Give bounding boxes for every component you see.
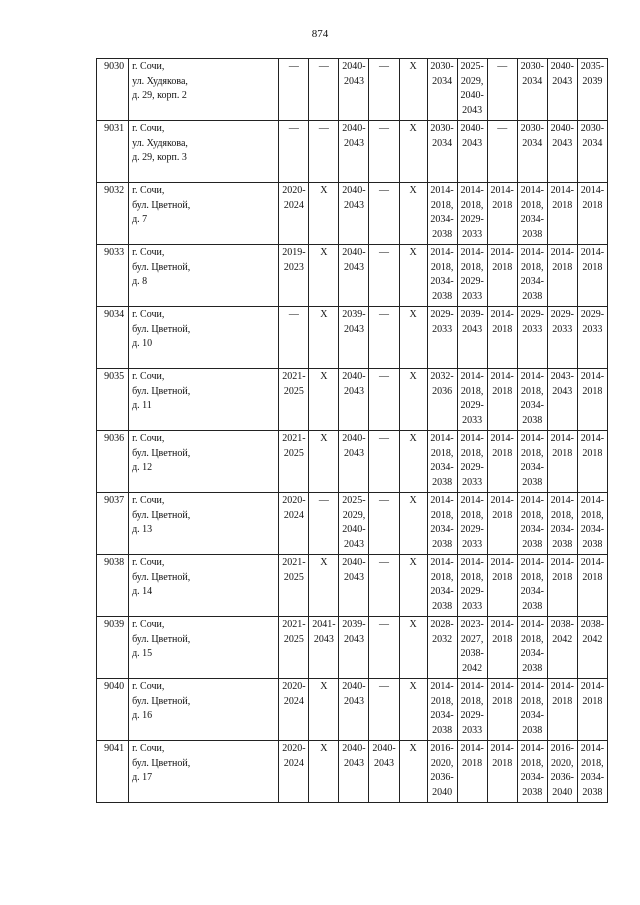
row-number: 9039: [97, 617, 129, 679]
period-cell: 2014- 2018: [487, 679, 517, 741]
period-cell: 2014- 2018, 2029- 2033: [457, 183, 487, 245]
period-cell: 2040- 2043: [339, 431, 369, 493]
period-cell: 2014- 2018: [487, 741, 517, 803]
period-cell: 2014- 2018, 2034- 2038: [427, 555, 457, 617]
period-cell: 2038- 2042: [577, 617, 607, 679]
table-row: [97, 741, 608, 803]
period-cell: —: [369, 679, 399, 741]
period-cell: X: [399, 679, 427, 741]
period-cell: 2040- 2043: [339, 741, 369, 803]
address-cell: г. Сочи, бул. Цветной, д. 10: [129, 307, 279, 369]
period-cell: 2016- 2020, 2036- 2040: [547, 741, 577, 803]
period-cell: —: [487, 59, 517, 121]
period-cell: 2014- 2018, 2029- 2033: [457, 245, 487, 307]
period-cell: 2014- 2018, 2034- 2038: [427, 493, 457, 555]
period-cell: 2029- 2033: [517, 307, 547, 369]
period-cell: 2014- 2018: [547, 555, 577, 617]
period-cell: 2040- 2043: [457, 121, 487, 183]
period-cell: 2020- 2024: [279, 493, 309, 555]
period-cell: 2014- 2018: [487, 183, 517, 245]
period-cell: X: [309, 245, 339, 307]
period-cell: 2014- 2018, 2029- 2033: [457, 369, 487, 431]
period-cell: —: [369, 431, 399, 493]
row-number: 9036: [97, 431, 129, 493]
period-cell: 2014- 2018: [577, 369, 607, 431]
period-cell: X: [399, 555, 427, 617]
row-number: 9033: [97, 245, 129, 307]
period-cell: X: [399, 369, 427, 431]
period-cell: 2020- 2024: [279, 679, 309, 741]
period-cell: —: [279, 307, 309, 369]
period-cell: 2040- 2043: [339, 183, 369, 245]
period-cell: 2014- 2018, 2029- 2033: [457, 431, 487, 493]
table-row: [97, 555, 608, 617]
period-cell: 2023- 2027, 2038- 2042: [457, 617, 487, 679]
row-number: 9041: [97, 741, 129, 803]
period-cell: 2014- 2018, 2034- 2038: [517, 741, 547, 803]
row-number: 9032: [97, 183, 129, 245]
period-cell: 2014- 2018: [577, 183, 607, 245]
period-cell: —: [369, 617, 399, 679]
period-cell: —: [279, 59, 309, 121]
period-cell: 2040- 2043: [547, 59, 577, 121]
period-cell: 2020- 2024: [279, 741, 309, 803]
table-body: [97, 59, 608, 803]
period-cell: —: [369, 121, 399, 183]
table-row: [97, 121, 608, 183]
address-cell: г. Сочи, бул. Цветной, д. 14: [129, 555, 279, 617]
period-cell: X: [399, 121, 427, 183]
address-cell: г. Сочи, бул. Цветной, д. 11: [129, 369, 279, 431]
row-number: 9040: [97, 679, 129, 741]
period-cell: 2014- 2018, 2034- 2038: [517, 245, 547, 307]
period-cell: 2040- 2043: [339, 245, 369, 307]
period-cell: 2014- 2018: [487, 493, 517, 555]
table-row: [97, 617, 608, 679]
period-cell: X: [399, 59, 427, 121]
period-cell: 2025- 2029, 2040- 2043: [457, 59, 487, 121]
period-cell: 2014- 2018, 2034- 2038: [517, 617, 547, 679]
period-cell: 2014- 2018: [577, 245, 607, 307]
table-row: [97, 369, 608, 431]
data-table: [96, 58, 608, 803]
period-cell: 2014- 2018, 2034- 2038: [517, 431, 547, 493]
period-cell: X: [309, 679, 339, 741]
table-row: [97, 493, 608, 555]
period-cell: 2039- 2043: [339, 307, 369, 369]
period-cell: 2039- 2043: [457, 307, 487, 369]
period-cell: 2032- 2036: [427, 369, 457, 431]
period-cell: 2021- 2025: [279, 369, 309, 431]
period-cell: X: [399, 617, 427, 679]
address-cell: г. Сочи, бул. Цветной, д. 7: [129, 183, 279, 245]
period-cell: 2014- 2018: [487, 307, 517, 369]
period-cell: 2030- 2034: [427, 121, 457, 183]
period-cell: —: [369, 59, 399, 121]
row-number: 9034: [97, 307, 129, 369]
row-number: 9035: [97, 369, 129, 431]
period-cell: —: [369, 183, 399, 245]
period-cell: 2014- 2018, 2029- 2033: [457, 555, 487, 617]
period-cell: 2038- 2042: [547, 617, 577, 679]
period-cell: 2019- 2023: [279, 245, 309, 307]
period-cell: 2014- 2018: [457, 741, 487, 803]
period-cell: 2039- 2043: [339, 617, 369, 679]
address-cell: г. Сочи, бул. Цветной, д. 13: [129, 493, 279, 555]
period-cell: X: [309, 183, 339, 245]
period-cell: 2021- 2025: [279, 431, 309, 493]
period-cell: 2021- 2025: [279, 617, 309, 679]
row-number: 9031: [97, 121, 129, 183]
period-cell: 2014- 2018, 2034- 2038: [547, 493, 577, 555]
period-cell: 2040- 2043: [369, 741, 399, 803]
period-cell: —: [369, 307, 399, 369]
period-cell: 2030- 2034: [517, 59, 547, 121]
period-cell: 2020- 2024: [279, 183, 309, 245]
table-row: [97, 679, 608, 741]
period-cell: 2014- 2018, 2029- 2033: [457, 679, 487, 741]
period-cell: X: [309, 307, 339, 369]
address-cell: г. Сочи, ул. Худякова, д. 29, корп. 3: [129, 121, 279, 183]
period-cell: —: [487, 121, 517, 183]
period-cell: 2014- 2018: [547, 183, 577, 245]
row-number: 9038: [97, 555, 129, 617]
period-cell: X: [399, 183, 427, 245]
period-cell: 2014- 2018: [547, 431, 577, 493]
period-cell: 2014- 2018: [487, 245, 517, 307]
row-number: 9037: [97, 493, 129, 555]
period-cell: 2029- 2033: [577, 307, 607, 369]
period-cell: 2014- 2018: [577, 555, 607, 617]
address-cell: г. Сочи, бул. Цветной, д. 12: [129, 431, 279, 493]
period-cell: X: [399, 431, 427, 493]
period-cell: X: [399, 245, 427, 307]
period-cell: 2014- 2018: [487, 555, 517, 617]
period-cell: 2029- 2033: [427, 307, 457, 369]
period-cell: 2028- 2032: [427, 617, 457, 679]
address-cell: г. Сочи, ул. Худякова, д. 29, корп. 2: [129, 59, 279, 121]
period-cell: 2014- 2018, 2034- 2038: [577, 741, 607, 803]
period-cell: —: [309, 121, 339, 183]
period-cell: X: [399, 493, 427, 555]
period-cell: 2040- 2043: [339, 555, 369, 617]
period-cell: 2014- 2018, 2034- 2038: [517, 679, 547, 741]
period-cell: 2014- 2018, 2034- 2038: [427, 183, 457, 245]
period-cell: 2014- 2018, 2034- 2038: [517, 493, 547, 555]
table-row: [97, 245, 608, 307]
period-cell: —: [279, 121, 309, 183]
period-cell: 2029- 2033: [547, 307, 577, 369]
page-number: 874: [311, 28, 329, 40]
period-cell: 2014- 2018, 2034- 2038: [577, 493, 607, 555]
period-cell: 2014- 2018: [487, 431, 517, 493]
period-cell: 2014- 2018: [547, 245, 577, 307]
period-cell: 2040- 2043: [339, 679, 369, 741]
period-cell: 2040- 2043: [339, 121, 369, 183]
table-row: [97, 59, 608, 121]
period-cell: X: [399, 741, 427, 803]
address-cell: г. Сочи, бул. Цветной, д. 16: [129, 679, 279, 741]
period-cell: 2014- 2018, 2034- 2038: [517, 555, 547, 617]
period-cell: X: [309, 555, 339, 617]
period-cell: X: [399, 307, 427, 369]
period-cell: 2030- 2034: [427, 59, 457, 121]
period-cell: X: [309, 741, 339, 803]
period-cell: 2035- 2039: [577, 59, 607, 121]
period-cell: —: [309, 59, 339, 121]
period-cell: 2014- 2018: [487, 369, 517, 431]
period-cell: 2040- 2043: [547, 121, 577, 183]
period-cell: 2014- 2018, 2034- 2038: [517, 183, 547, 245]
period-cell: 2040- 2043: [339, 59, 369, 121]
period-cell: —: [369, 245, 399, 307]
period-cell: 2014- 2018: [577, 679, 607, 741]
period-cell: 2030- 2034: [577, 121, 607, 183]
period-cell: —: [309, 493, 339, 555]
row-number: 9030: [97, 59, 129, 121]
period-cell: X: [309, 431, 339, 493]
address-cell: г. Сочи, бул. Цветной, д. 8: [129, 245, 279, 307]
period-cell: —: [369, 555, 399, 617]
address-cell: г. Сочи, бул. Цветной, д. 15: [129, 617, 279, 679]
address-cell: г. Сочи, бул. Цветной, д. 17: [129, 741, 279, 803]
period-cell: 2014- 2018, 2029- 2033: [457, 493, 487, 555]
period-cell: 2016- 2020, 2036- 2040: [427, 741, 457, 803]
period-cell: X: [309, 369, 339, 431]
period-cell: 2014- 2018, 2034- 2038: [427, 245, 457, 307]
period-cell: —: [369, 493, 399, 555]
period-cell: 2014- 2018: [577, 431, 607, 493]
period-cell: 2014- 2018: [547, 679, 577, 741]
period-cell: 2021- 2025: [279, 555, 309, 617]
period-cell: 2041- 2043: [309, 617, 339, 679]
period-cell: 2014- 2018, 2034- 2038: [427, 431, 457, 493]
table-row: [97, 307, 608, 369]
period-cell: 2014- 2018, 2034- 2038: [517, 369, 547, 431]
period-cell: 2030- 2034: [517, 121, 547, 183]
period-cell: 2014- 2018: [487, 617, 517, 679]
period-cell: 2014- 2018, 2034- 2038: [427, 679, 457, 741]
table-row: [97, 431, 608, 493]
period-cell: —: [369, 369, 399, 431]
period-cell: 2040- 2043: [339, 369, 369, 431]
table-row: [97, 183, 608, 245]
period-cell: 2043- 2043: [547, 369, 577, 431]
period-cell: 2025- 2029, 2040- 2043: [339, 493, 369, 555]
